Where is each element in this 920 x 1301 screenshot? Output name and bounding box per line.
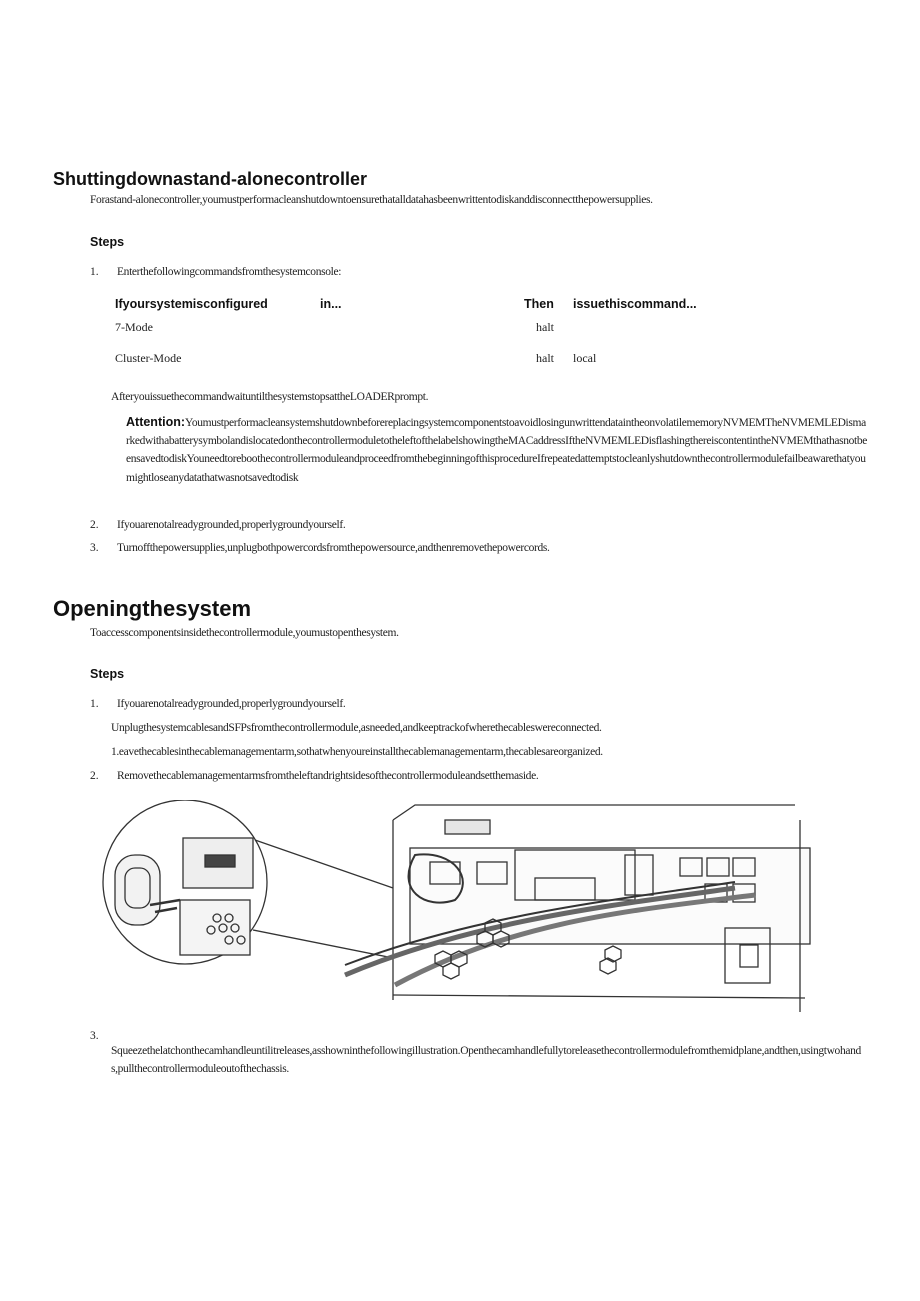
attention-text: YoumustperformacleansystemshutdownbeforereplacingsystemcomponentstoavoidlosingunwrittendataintheonvolatilememoryNVMEMTheNVMEMLEDismarkedwithabatterysymbolandislocatedonthecontrollermoduletotheleftofthelabelshowingtheMACaddressIftheNVMEMLEDisflashingthereiscontentintheNVMEMthathasnotbeensavedtodiskYouneedtoreboothecontrollermoduleandproceedfromthebeginningofthisprocedureIfrepeatedattemptstocleanlyshutdownthecontrollermodulefailbeawarethatyoumightloseanydatathatwasnotsavedtodisk (126, 417, 868, 484)
table-header-config: Ifyoursystemisconfigured (115, 297, 268, 311)
table-cell-command: halt (536, 351, 554, 365)
step-text: Removethecablemanagementarmsfromtheleftandrightsidesofthecontrollermoduleandsetthemaside. (117, 770, 539, 782)
step-number: 2. (90, 770, 99, 782)
step-number: 3. (90, 542, 99, 554)
step-text: Squeezethelatchonthecamhandleuntilitreleases,asshowninthefollowingillustration.Openthecamhandlefullytoreleasethecontrollermodulefromthemidplane,andthen,usingtwohands,pullthecontrollermoduleoutofthechassis. (111, 1044, 861, 1075)
table-header-config-in: in... (320, 297, 342, 311)
after-command-text: AfteryouissuethecommandwaituntilthesystemstopsattheLOADERprompt. (111, 391, 429, 403)
step-text: Ifyouarenotalreadygrounded,properlygroundyourself. (117, 519, 346, 531)
attention-note (126, 413, 868, 487)
table-header-command: issuethiscommand... (573, 297, 697, 311)
attention-label: Attention: (126, 415, 186, 429)
step-number: 2. (90, 519, 99, 531)
table-cell-argument: local (573, 351, 597, 365)
steps-heading: Steps (90, 235, 125, 249)
table-header-then: Then (524, 297, 554, 311)
shutdown-intro: Forastand-alonecontroller,youmustperformacleanshutdowntoensurethatalldatahasbeenwrittentodiskanddisconnectthepowersupplies. (90, 194, 653, 206)
steps-heading: Steps (90, 667, 125, 681)
table-cell-command: halt (536, 320, 554, 334)
step-number: 1. (90, 266, 99, 278)
unplug-text: UnplugthesystemcablesandSFPsfromthecontrollermodule,asneeded,andkeeptrackofwherethecableswereconnected. (111, 722, 602, 734)
step-text: Turnoffthepowersupplies,unplugbothpowercordsfromthepowersource,andthenremovethepowercords. (117, 542, 550, 554)
opening-intro: Toaccesscomponentsinsidethecontrollermodule,youmustopenthesystem. (90, 627, 399, 639)
step-number: 1. (90, 698, 99, 710)
section-title-shutdown: Shuttingdownastand-alonecontroller (53, 169, 367, 189)
cable-management-arm-illustration (95, 800, 830, 1018)
step-text: Enterthefollowingcommandsfromthesystemconsole: (117, 266, 342, 278)
leave-cables-text: 1.eavethecablesinthecablemanagementarm,sothatwhenyoureinstallthecablemanagementarm,thecablesareorganized. (111, 746, 603, 758)
step-number: 3. (90, 1030, 99, 1042)
section-title-opening: Openingthesystem (53, 596, 252, 621)
table-cell-config: 7-Mode (115, 320, 153, 334)
table-cell-config: Cluster-Mode (115, 351, 182, 365)
step-text: Ifyouarenotalreadygrounded,properlygroundyourself. (117, 698, 346, 710)
